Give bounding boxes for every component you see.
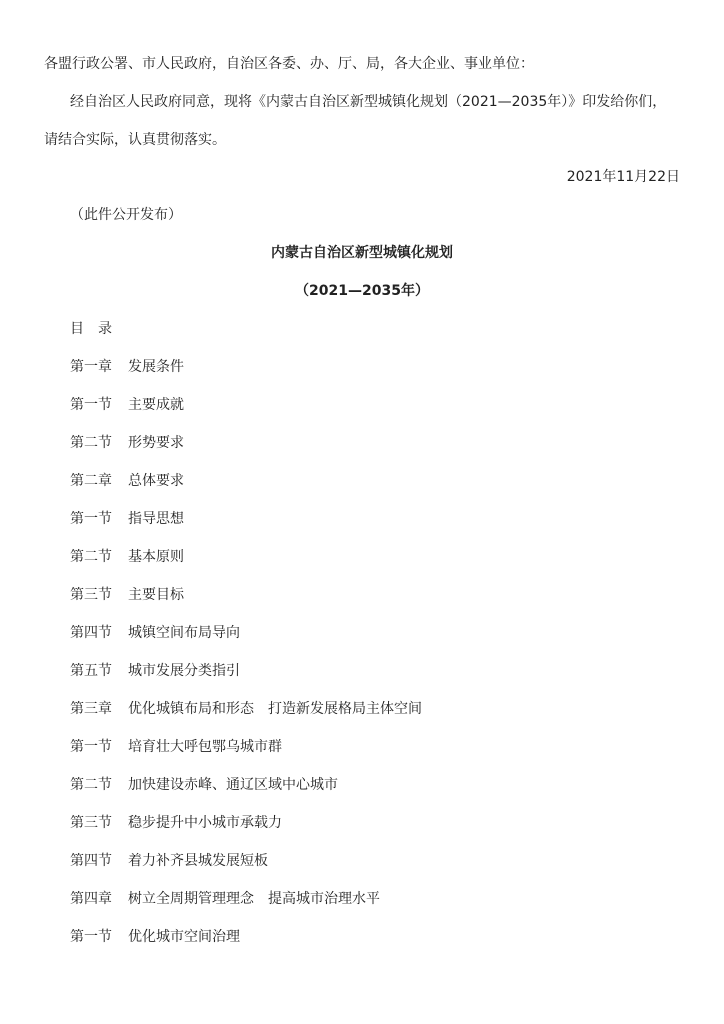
toc-item-title: 城镇空间布局导向 <box>128 625 240 641</box>
publish-note: （此件公开发布） <box>70 207 182 223</box>
toc-item-number: 第二节 <box>70 777 112 793</box>
toc-item-title: 主要成就 <box>128 397 184 413</box>
toc-item <box>70 585 422 623</box>
toc-item-title: 城市发展分类指引 <box>128 663 240 679</box>
toc-item-title: 培育壮大呼包鄂乌城市群 <box>128 739 282 755</box>
plan-title: 内蒙古自治区新型城镇化规划 <box>271 245 453 261</box>
toc-heading-char-1: 目 <box>70 321 84 337</box>
toc-item-number: 第四节 <box>70 625 112 641</box>
toc-item-number: 第三章 <box>70 701 112 717</box>
toc-item-title: 优化城市空间治理 <box>128 929 240 945</box>
toc-item-title: 总体要求 <box>128 473 184 489</box>
toc-item <box>70 661 422 699</box>
toc-item-number: 第二节 <box>70 549 112 565</box>
toc-item-title: 着力补齐县城发展短板 <box>128 853 268 869</box>
toc-item-number: 第五节 <box>70 663 112 679</box>
toc-item-number: 第二节 <box>70 435 112 451</box>
toc-item-title: 树立全周期管理理念 提高城市治理水平 <box>128 891 380 907</box>
toc-item <box>70 699 422 737</box>
toc-item-number: 第三节 <box>70 587 112 603</box>
toc-item <box>70 357 422 395</box>
toc-heading <box>70 319 112 339</box>
toc-item <box>70 471 422 509</box>
recipients-line: 各盟行政公署、市人民政府，自治区各委、办、厅、局，各大企业、事业单位： <box>44 56 534 72</box>
toc-item <box>70 509 422 547</box>
toc-item-title: 发展条件 <box>128 359 184 375</box>
toc-item <box>70 813 422 851</box>
toc-item <box>70 395 422 433</box>
toc-item <box>70 889 422 927</box>
toc-item <box>70 623 422 661</box>
plan-period: （2021—2035年） <box>295 283 429 299</box>
issue-date: 2021年11月22日 <box>566 169 680 185</box>
toc-item-title: 主要目标 <box>128 587 184 603</box>
toc-item <box>70 547 422 585</box>
toc-item-number: 第四节 <box>70 853 112 869</box>
toc-item-number: 第三节 <box>70 815 112 831</box>
toc-heading-char-2: 录 <box>98 321 112 337</box>
toc-item-number: 第二章 <box>70 473 112 489</box>
toc-item-number: 第四章 <box>70 891 112 907</box>
toc-item-title: 稳步提升中小城市承载力 <box>128 815 282 831</box>
toc-item-title: 基本原则 <box>128 549 184 565</box>
toc-item-number: 第一章 <box>70 359 112 375</box>
table-of-contents <box>70 357 422 965</box>
toc-item <box>70 927 422 965</box>
toc-item-title: 形势要求 <box>128 435 184 451</box>
toc-item-title: 加快建设赤峰、通辽区域中心城市 <box>128 777 338 793</box>
toc-item <box>70 775 422 813</box>
toc-item <box>70 737 422 775</box>
toc-item-title: 优化城镇布局和形态 打造新发展格局主体空间 <box>128 701 422 717</box>
toc-item <box>70 433 422 471</box>
notice-body-line-2: 请结合实际，认真贯彻落实。 <box>44 132 226 148</box>
toc-item-title: 指导思想 <box>128 511 184 527</box>
notice-body-line-1: 经自治区人民政府同意，现将《内蒙古自治区新型城镇化规划（2021—2035年）》印发给你们， <box>70 94 667 110</box>
toc-item-number: 第一节 <box>70 739 112 755</box>
toc-item-number: 第一节 <box>70 511 112 527</box>
toc-item-number: 第一节 <box>70 397 112 413</box>
toc-item-number: 第一节 <box>70 929 112 945</box>
toc-item <box>70 851 422 889</box>
